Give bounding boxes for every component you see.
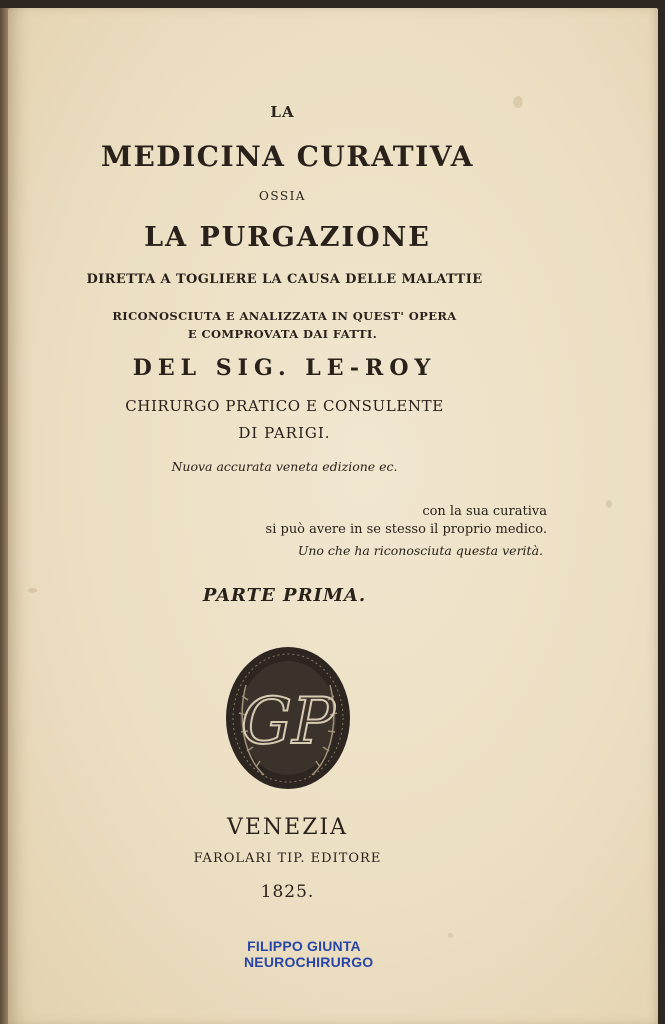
ownership-stamp xyxy=(244,938,374,970)
epigraph-line-1: con la sua curativa xyxy=(422,504,547,519)
edition-note: Nuova accurata veneta edizione ec. xyxy=(171,459,398,474)
foxing-spot xyxy=(448,933,453,938)
title-article: LA xyxy=(270,103,295,121)
part-heading: PARTE PRIMA. xyxy=(202,585,367,606)
author-role-1: CHIRURGO PRATICO E CONSULENTE xyxy=(125,397,444,415)
epigraph-attribution: Uno che ha riconosciuta questa verità. xyxy=(297,543,543,558)
subtitle-line-3: E COMPROVATA DAI FATTI. xyxy=(187,327,378,341)
author-role-2: DI PARIGI. xyxy=(238,424,331,442)
monogram-emblem xyxy=(224,645,352,791)
imprint-city: VENEZIA xyxy=(226,815,349,840)
ownership-stamp-title: NEUROCHIRURGO xyxy=(244,954,374,970)
epigraph-line-2: si può avere in se stesso il proprio medico. xyxy=(265,522,547,537)
subtitle-line-2: RICONOSCIUTA E ANALIZZATA IN QUEST' OPERA xyxy=(112,309,457,323)
imprint-publisher: FAROLARI TIP. EDITORE xyxy=(193,851,382,866)
second-title: LA PURGAZIONE xyxy=(144,222,431,253)
main-title: MEDICINA CURATIVA xyxy=(100,140,475,173)
title-conjunction: OSSIA xyxy=(259,189,306,203)
ownership-stamp-name: FILIPPO GIUNTA xyxy=(247,938,361,954)
emblem-monogram: GP xyxy=(240,685,336,759)
foxing-spot xyxy=(606,500,612,508)
author-name: DEL SIG. LE-ROY xyxy=(132,355,437,381)
imprint-year: 1825. xyxy=(260,882,315,902)
subtitle-line-1: DIRETTA A TOGLIERE LA CAUSA DELLE MALATTIE xyxy=(86,272,483,287)
